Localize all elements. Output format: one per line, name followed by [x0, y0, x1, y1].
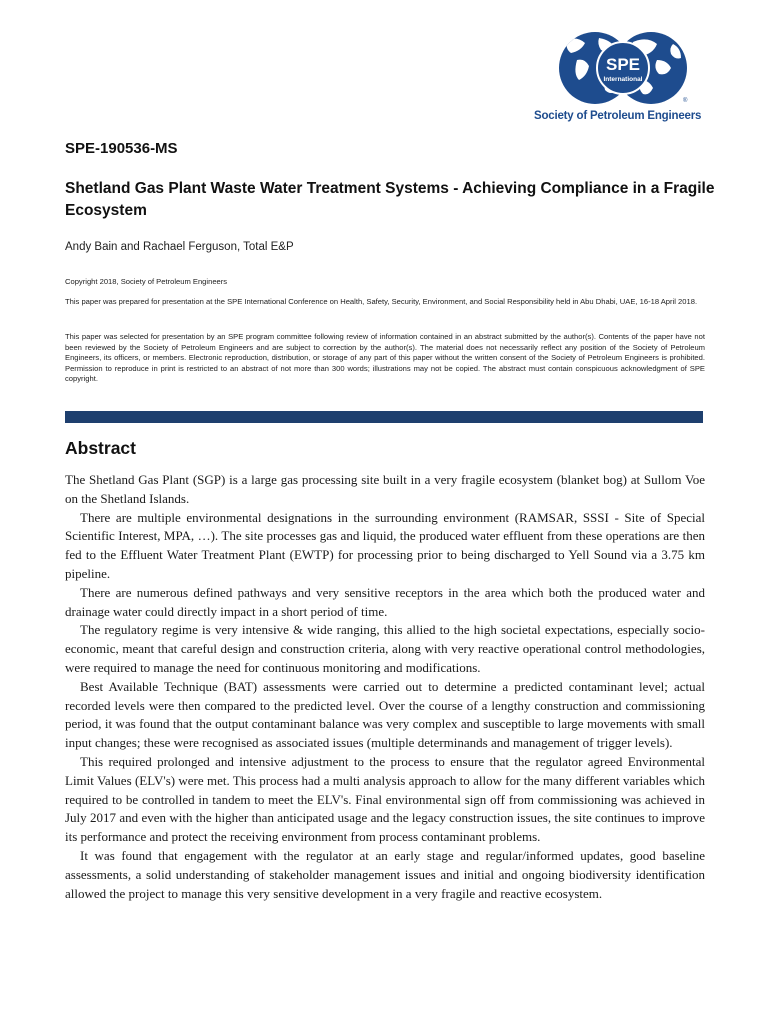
- abstract-body: [65, 471, 705, 903]
- selection-notice: This paper was selected for presentation by an SPE program committee following review of information contained in an abstract submitted by the author(s). Contents of the paper have not been reviewed by the Society of Petroleum Engineers and are subject to correction by the author(s). The material does not necessarily reflect any position of the Society of Petroleum Engineers, its officers, or members. Electronic reproduction, distribution, or storage of any part of this paper without the written consent of the Society of Petroleum Engineers is prohibited. Permission to reproduce in print is restricted to an abstract of not more than 300 words; illustrations may not be copied. The abstract must contain conspicuous acknowledgment of SPE copyright.: [65, 332, 705, 383]
- section-divider: [65, 411, 703, 423]
- abstract-paragraph: Best Available Technique (BAT) assessments were carried out to determine a predicted contaminant level; actual recorded levels were then compared to the predicted level. Over the course of a lengthy construction and commissioning period, it was found that the output contaminant balance was very complex and susceptible to large movements with small input changes; these were recognised as associated issues (multiple determinands and management of trigger levels).: [65, 678, 705, 751]
- spe-logo: [534, 30, 704, 130]
- organization-name: Society of Petroleum Engineers: [534, 110, 702, 122]
- paper-authors: Andy Bain and Rachael Ferguson, Total E&P: [65, 241, 294, 253]
- paper-id: SPE-190536-MS: [65, 140, 178, 157]
- logo-mark-subtext: International: [603, 76, 643, 83]
- globe-icon: [537, 30, 697, 106]
- abstract-heading: Abstract: [65, 438, 136, 458]
- abstract-paragraph: It was found that engagement with the regulator at an early stage and regular/informed updates, good baseline assessments, a solid understanding of stakeholder management issues and initial and ongoing biodiversity identification allowed the project to manage this very sensitive development in a very fragile and reactive ecosystem.: [65, 847, 705, 901]
- paper-title: Shetland Gas Plant Waste Water Treatment Systems - Achieving Compliance in a Fragile Ecosystem: [65, 180, 715, 219]
- copyright-line: Copyright 2018, Society of Petroleum Engineers: [65, 277, 228, 286]
- abstract-paragraph: The Shetland Gas Plant (SGP) is a large gas processing site built in a very fragile ecosystem (blanket bog) at Sullom Voe on the Shetland Islands.: [65, 472, 705, 506]
- abstract-paragraph: The regulatory regime is very intensive & wide ranging, this allied to the high societal expectations, especially socio-economic, meant that careful design and construction criteria, along with very reactive operational control methodologies, were required to manage the need for continuous monitoring and modifications.: [65, 622, 705, 675]
- abstract-paragraph: There are numerous defined pathways and very sensitive receptors in the area which both the produced water and drainage water could directly impact in a short period of time.: [65, 584, 705, 619]
- abstract-paragraph: There are multiple environmental designations in the surrounding environment (RAMSAR, SSSI - Site of Special Scientific Interest, MPA, …). The site processes gas and liquid, the produced water effluent from these operations are then fed to the Effluent Water Treatment Plant (EWTP) for processing prior to being discharged to Yell Sound via a 3.75 km pipeline.: [65, 509, 705, 581]
- logo-mark-text: SPE: [605, 55, 641, 74]
- registered-mark: ®: [683, 98, 688, 104]
- presentation-notice: This paper was prepared for presentation at the SPE International Conference on Health, Safety, Security, Environment, and Social Responsibility held in Abu Dhabi, UAE, 16-18 April 2018.: [65, 297, 698, 306]
- abstract-paragraph: This required prolonged and intensive adjustment to the process to ensure that the regulator agreed Environmental Limit Values (ELV's) were met. This process had a multi analysis approach to allow for the many different variables which required to be controlled in tandem to meet the ELV's. Final environmental sign off from commissioning was achieved in July 2017 and even with the higher than anticipated usage and the legacy construction issues, the site continues to improve its performance and protect the receiving environment from process contaminant problems.: [65, 753, 705, 845]
